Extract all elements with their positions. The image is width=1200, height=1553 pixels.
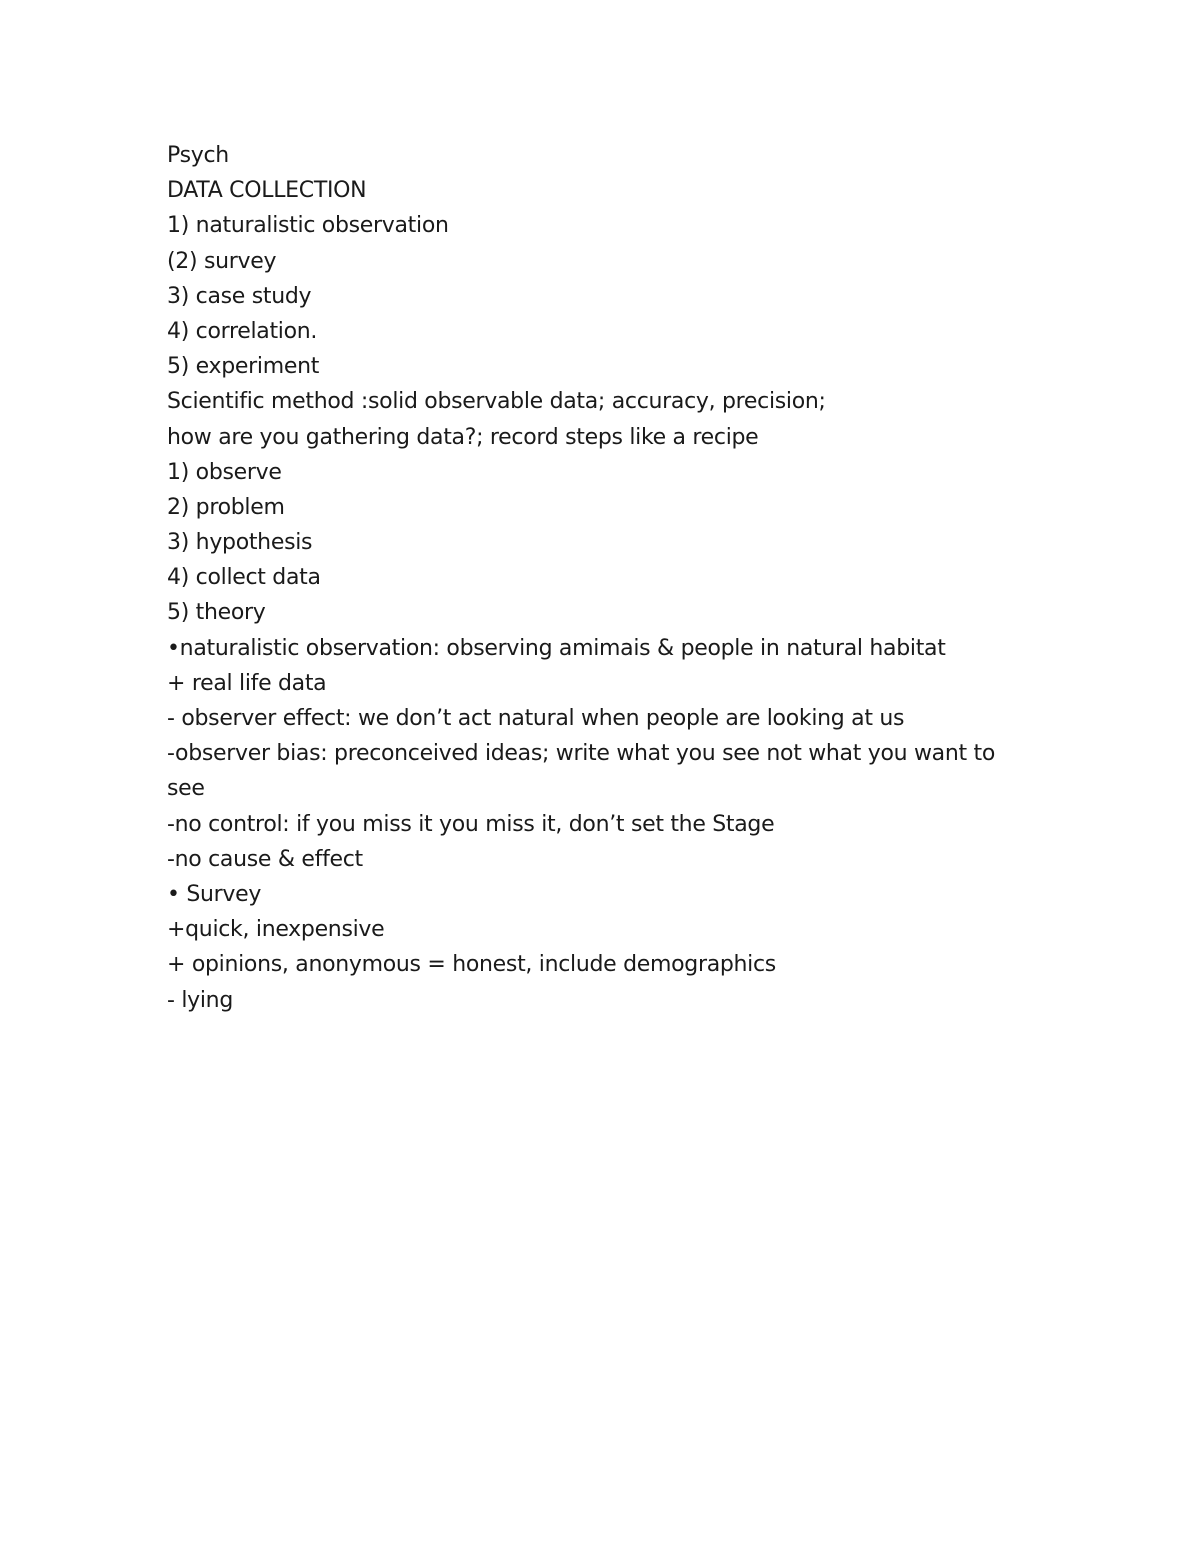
text-line: - lying: [167, 987, 233, 1013]
bullet-item: • Survey: [167, 881, 262, 907]
list-item: 4) correlation.: [167, 318, 318, 344]
list-item: 3) hypothesis: [167, 530, 313, 556]
section-heading: DATA COLLECTION: [167, 178, 367, 204]
list-item: (2) survey: [167, 248, 277, 274]
text-line: how are you gathering data?; record steps like a recipe: [167, 424, 759, 450]
document-title: Psych: [167, 143, 229, 168]
text-line: -no control: if you miss it you miss it, don’t set the Stage: [167, 811, 775, 837]
list-item: 3) case study: [167, 283, 312, 309]
document-body: [167, 138, 1037, 1018]
list-item: 1) observe: [167, 459, 282, 485]
list-item: 2) problem: [167, 494, 285, 520]
text-line: Scientific method :solid observable data; accuracy, precision;: [167, 389, 826, 415]
text-line: +quick, inexpensive: [167, 917, 385, 943]
text-line: -observer bias: preconceived ideas; write what you see not what you want to: [167, 741, 995, 767]
text-line: + real life data: [167, 670, 327, 696]
list-item: 5) theory: [167, 600, 266, 626]
list-item: 4) collect data: [167, 565, 321, 591]
list-item: 5) experiment: [167, 354, 320, 380]
text-line: + opinions, anonymous = honest, include demographics: [167, 952, 776, 978]
text-line: - observer effect: we don’t act natural when people are looking at us: [167, 706, 905, 731]
text-line: see: [167, 776, 205, 802]
bullet-item: •naturalistic observation: observing amimais & people in natural habitat: [167, 635, 946, 661]
text-line: -no cause & effect: [167, 846, 363, 872]
list-item: 1) naturalistic observation: [167, 213, 449, 239]
